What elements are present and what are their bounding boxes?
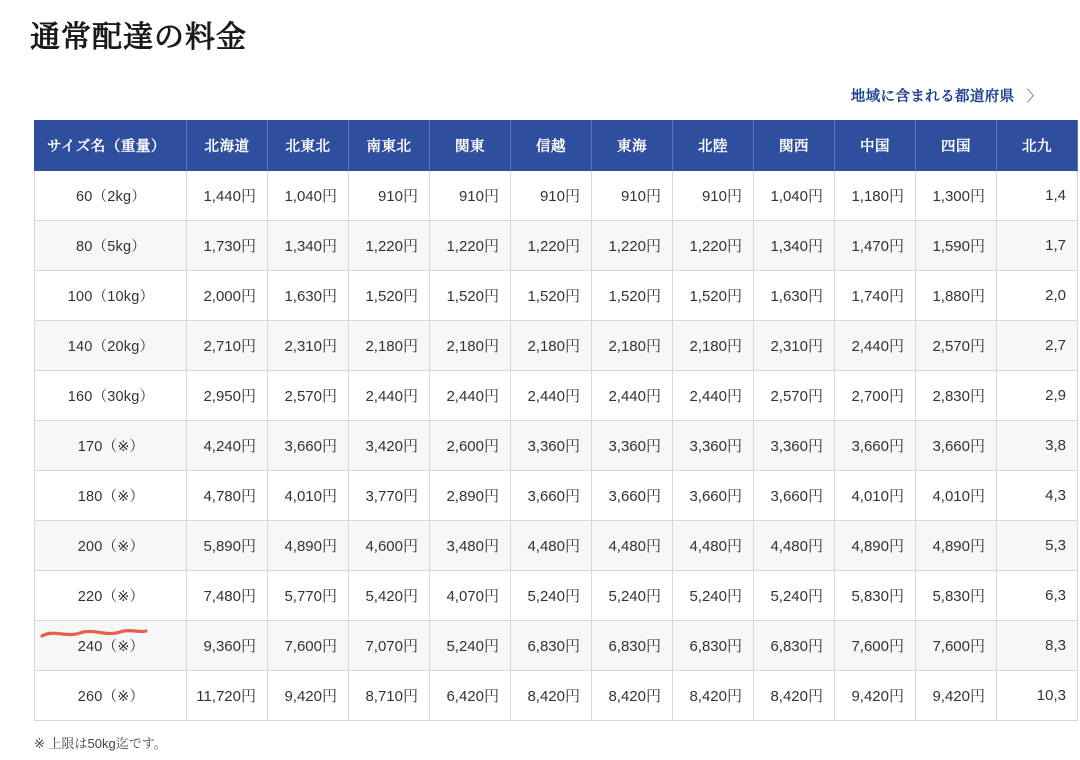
cell-fare: 9,420円 [916, 671, 997, 721]
cell-fare: 4,480円 [754, 521, 835, 571]
cell-fare: 4,010円 [916, 471, 997, 521]
cell-size-name: 100（10kg） [35, 271, 187, 321]
cell-fare: 2,440円 [349, 371, 430, 421]
column-header-hokuriku: 北陸 [673, 121, 754, 171]
cell-fare: 6,830円 [754, 621, 835, 671]
cell-fare: 1,220円 [511, 221, 592, 271]
cell-size-name: 240（※） [35, 621, 187, 671]
region-link-row [0, 85, 1080, 106]
fare-table-container[interactable] [34, 120, 1080, 721]
cell-fare: 4,3 [997, 471, 1078, 521]
cell-fare: 1,520円 [511, 271, 592, 321]
column-header-hokkaido: 北海道 [187, 121, 268, 171]
cell-fare: 1,520円 [673, 271, 754, 321]
table-row [35, 471, 1078, 521]
table-row [35, 221, 1078, 271]
cell-fare: 1,520円 [430, 271, 511, 321]
table-row [35, 271, 1078, 321]
cell-size-name: 160（30kg） [35, 371, 187, 421]
cell-fare: 4,780円 [187, 471, 268, 521]
cell-fare: 2,570円 [916, 321, 997, 371]
cell-fare: 5,240円 [511, 571, 592, 621]
cell-fare: 1,340円 [268, 221, 349, 271]
cell-fare: 8,420円 [592, 671, 673, 721]
cell-fare: 2,180円 [511, 321, 592, 371]
cell-size-name: 220（※） [35, 571, 187, 621]
cell-size-name: 180（※） [35, 471, 187, 521]
cell-fare: 5,240円 [592, 571, 673, 621]
cell-fare: 7,600円 [835, 621, 916, 671]
cell-fare: 1,340円 [754, 221, 835, 271]
table-row [35, 171, 1078, 221]
cell-fare: 9,420円 [835, 671, 916, 721]
column-header-kanto: 関東 [430, 121, 511, 171]
column-header-kita-tohoku: 北東北 [268, 121, 349, 171]
table-row [35, 671, 1078, 721]
cell-fare: 2,7 [997, 321, 1078, 371]
column-header-shikoku: 四国 [916, 121, 997, 171]
cell-size-name: 170（※） [35, 421, 187, 471]
cell-fare: 2,710円 [187, 321, 268, 371]
cell-fare: 1,520円 [592, 271, 673, 321]
column-header-shinetsu: 信越 [511, 121, 592, 171]
cell-fare: 8,420円 [511, 671, 592, 721]
cell-fare: 2,440円 [673, 371, 754, 421]
cell-fare: 4,890円 [835, 521, 916, 571]
cell-fare: 2,310円 [754, 321, 835, 371]
cell-fare: 9,420円 [268, 671, 349, 721]
cell-fare: 4,480円 [592, 521, 673, 571]
cell-fare: 2,180円 [592, 321, 673, 371]
table-row [35, 571, 1078, 621]
cell-fare: 7,480円 [187, 571, 268, 621]
cell-fare: 5,770円 [268, 571, 349, 621]
column-header-minami-tohoku: 南東北 [349, 121, 430, 171]
cell-fare: 6,420円 [430, 671, 511, 721]
cell-fare: 5,830円 [835, 571, 916, 621]
cell-fare: 1,880円 [916, 271, 997, 321]
cell-fare: 6,830円 [673, 621, 754, 671]
cell-fare: 2,890円 [430, 471, 511, 521]
cell-fare: 1,730円 [187, 221, 268, 271]
cell-fare: 8,420円 [673, 671, 754, 721]
cell-fare: 910円 [511, 171, 592, 221]
cell-fare: 11,720円 [187, 671, 268, 721]
cell-fare: 1,470円 [835, 221, 916, 271]
cell-fare: 910円 [430, 171, 511, 221]
cell-fare: 1,040円 [754, 171, 835, 221]
column-header-kansai: 関西 [754, 121, 835, 171]
table-row [35, 371, 1078, 421]
table-row [35, 421, 1078, 471]
cell-fare: 2,570円 [754, 371, 835, 421]
cell-fare: 4,600円 [349, 521, 430, 571]
cell-fare: 2,700円 [835, 371, 916, 421]
cell-fare: 2,600円 [430, 421, 511, 471]
cell-fare: 6,830円 [511, 621, 592, 671]
cell-fare: 3,480円 [430, 521, 511, 571]
cell-fare: 910円 [349, 171, 430, 221]
cell-fare: 3,660円 [835, 421, 916, 471]
cell-fare: 3,360円 [754, 421, 835, 471]
cell-size-name: 260（※） [35, 671, 187, 721]
cell-fare: 6,3 [997, 571, 1078, 621]
table-row [35, 621, 1078, 671]
cell-fare: 1,220円 [592, 221, 673, 271]
table-footnote: ※ 上限は50kg迄です。 [34, 736, 167, 751]
cell-fare: 2,830円 [916, 371, 997, 421]
cell-fare: 1,040円 [268, 171, 349, 221]
cell-fare: 7,070円 [349, 621, 430, 671]
cell-fare: 2,440円 [592, 371, 673, 421]
cell-fare: 4,890円 [268, 521, 349, 571]
column-header-size: サイズ名（重量） [35, 121, 187, 171]
chevron-right-icon: 〉 [1026, 88, 1042, 105]
table-row [35, 321, 1078, 371]
cell-fare: 2,310円 [268, 321, 349, 371]
cell-fare: 4,240円 [187, 421, 268, 471]
cell-fare: 5,240円 [754, 571, 835, 621]
cell-fare: 1,220円 [430, 221, 511, 271]
column-header-tokai: 東海 [592, 121, 673, 171]
cell-fare: 10,3 [997, 671, 1078, 721]
cell-fare: 2,000円 [187, 271, 268, 321]
cell-fare: 2,440円 [835, 321, 916, 371]
cell-fare: 4,070円 [430, 571, 511, 621]
cell-fare: 1,7 [997, 221, 1078, 271]
cell-fare: 3,420円 [349, 421, 430, 471]
cell-fare: 1,300円 [916, 171, 997, 221]
cell-size-name: 80（5kg） [35, 221, 187, 271]
cell-size-name: 140（20kg） [35, 321, 187, 371]
cell-fare: 5,890円 [187, 521, 268, 571]
cell-fare: 5,830円 [916, 571, 997, 621]
cell-fare: 4,480円 [511, 521, 592, 571]
cell-fare: 2,180円 [430, 321, 511, 371]
column-header-kita-kyushu: 北九 [997, 121, 1078, 171]
cell-fare: 2,570円 [268, 371, 349, 421]
cell-fare: 5,240円 [673, 571, 754, 621]
cell-fare: 2,440円 [430, 371, 511, 421]
cell-fare: 3,660円 [673, 471, 754, 521]
cell-fare: 3,360円 [673, 421, 754, 471]
table-row [35, 521, 1078, 571]
cell-fare: 4,890円 [916, 521, 997, 571]
cell-size-name: 200（※） [35, 521, 187, 571]
cell-fare: 1,220円 [349, 221, 430, 271]
cell-fare: 3,360円 [511, 421, 592, 471]
cell-fare: 2,950円 [187, 371, 268, 421]
table-header-row [35, 121, 1078, 171]
page-title: 通常配達の料金 [30, 21, 247, 54]
cell-fare: 3,360円 [592, 421, 673, 471]
cell-fare: 7,600円 [916, 621, 997, 671]
cell-fare: 5,420円 [349, 571, 430, 621]
cell-fare: 3,8 [997, 421, 1078, 471]
cell-fare: 2,180円 [349, 321, 430, 371]
cell-size-name: 60（2kg） [35, 171, 187, 221]
cell-fare: 3,660円 [268, 421, 349, 471]
region-link-label: 地域に含まれる都道府県 [850, 89, 1015, 105]
cell-fare: 5,3 [997, 521, 1078, 571]
cell-fare: 4,010円 [268, 471, 349, 521]
cell-fare: 1,520円 [349, 271, 430, 321]
cell-fare: 910円 [673, 171, 754, 221]
cell-fare: 8,420円 [754, 671, 835, 721]
region-prefectures-link[interactable] [851, 85, 1042, 106]
cell-fare: 1,4 [997, 171, 1078, 221]
cell-fare: 8,710円 [349, 671, 430, 721]
cell-fare: 2,0 [997, 271, 1078, 321]
cell-fare: 7,600円 [268, 621, 349, 671]
fare-table-body [35, 171, 1078, 721]
cell-fare: 2,9 [997, 371, 1078, 421]
fare-table-head [35, 121, 1078, 171]
cell-fare: 1,590円 [916, 221, 997, 271]
cell-fare: 3,770円 [349, 471, 430, 521]
cell-fare: 6,830円 [592, 621, 673, 671]
cell-fare: 4,480円 [673, 521, 754, 571]
cell-fare: 1,740円 [835, 271, 916, 321]
fare-table [34, 120, 1078, 721]
cell-fare: 2,180円 [673, 321, 754, 371]
column-header-chugoku: 中国 [835, 121, 916, 171]
cell-fare: 1,220円 [673, 221, 754, 271]
cell-fare: 3,660円 [916, 421, 997, 471]
cell-fare: 1,630円 [268, 271, 349, 321]
cell-fare: 3,660円 [511, 471, 592, 521]
cell-fare: 8,3 [997, 621, 1078, 671]
cell-fare: 5,240円 [430, 621, 511, 671]
cell-fare: 9,360円 [187, 621, 268, 671]
cell-fare: 3,660円 [592, 471, 673, 521]
cell-fare: 1,180円 [835, 171, 916, 221]
cell-fare: 1,630円 [754, 271, 835, 321]
cell-fare: 2,440円 [511, 371, 592, 421]
cell-fare: 910円 [592, 171, 673, 221]
cell-fare: 1,440円 [187, 171, 268, 221]
cell-fare: 3,660円 [754, 471, 835, 521]
cell-fare: 4,010円 [835, 471, 916, 521]
